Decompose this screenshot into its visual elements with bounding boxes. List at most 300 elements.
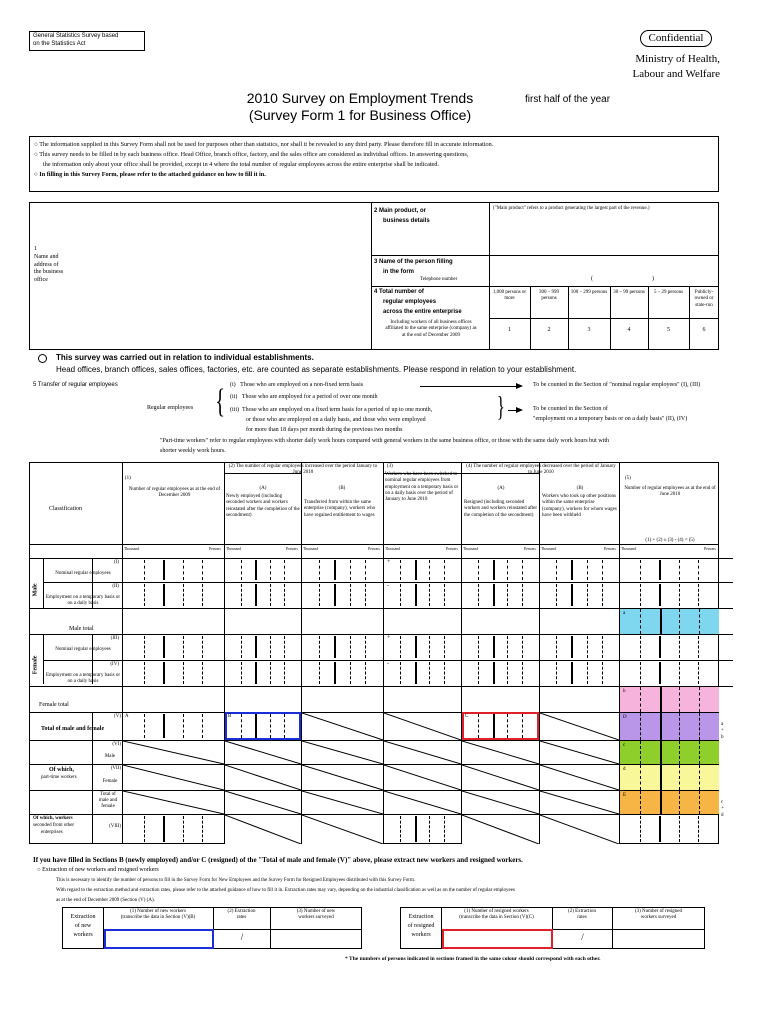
digit-separator [334,584,336,606]
title-line-2: (Survey Form 1 for Business Office) [248,107,472,123]
digit-separator [699,791,700,814]
section-line [29,608,719,609]
digit-separator [241,662,242,684]
digit-separator [284,636,285,658]
digit-field[interactable] [124,636,222,658]
digit-separator [660,687,662,712]
digit-separator [444,584,445,606]
no-entry-cell [384,741,461,764]
circle-icon: ○ [34,151,40,158]
ministry [600,52,720,82]
digit-separator [350,560,351,580]
row-num: (VIII) [109,824,121,829]
digit-separator [478,560,479,580]
no-entry-cell [540,741,619,764]
thousand-label: Thousand [303,547,318,551]
resigned-surveyed-field[interactable] [613,930,704,948]
digit-field[interactable] [124,584,222,606]
digit-field[interactable] [541,662,617,684]
cell-mark: d [623,767,626,772]
new-workers-label: Extraction of new workers [70,914,96,938]
col4b-text: Workers who took up other positions within the same enterprise (company), workers for whom wages have been withheld [542,494,617,518]
digit-separator [522,560,523,580]
cell-mark: E [623,793,627,798]
size-option-label: 100 – 299 persons [570,290,608,295]
survey-period: first half of the year [525,94,611,105]
frame-c [462,712,539,740]
size-option-code[interactable]: 4 [627,327,631,333]
ministry-line-1: Ministry of Health, [635,53,720,65]
digit-field[interactable] [541,560,617,580]
digit-separator [334,662,336,684]
no-entry-cell [225,741,301,764]
digit-separator [334,636,336,658]
frame-b [225,712,301,740]
digit-separator [183,662,184,684]
digit-field[interactable] [463,584,537,606]
digit-separator [493,636,495,658]
digit-separator [365,584,366,606]
col1-text: Number of regular employees as at the end of December 2009 [128,487,221,499]
digit-separator [571,584,573,606]
digit-field[interactable] [541,636,617,658]
extraction-line-1: This is necessary to identify the number of persons to fill in the Survey Form for New Employees and the Survey Form for Resigned Employees distributed with this Survey Form. [56,878,416,883]
sign-mark: + [387,559,391,565]
digit-separator [522,584,523,606]
cell-mark: a [623,611,626,616]
row-num: (IV) [110,662,119,667]
arrow-right-icon [516,383,523,389]
digit-separator [660,609,662,634]
notice-3: ○ In filling in this Survey Form, please refer to the attached guidance on how to fill it in. [34,171,266,178]
telephone-open: ( [591,276,593,282]
digit-separator [522,636,523,658]
digit-separator [679,687,680,712]
res-c2-header: (2) Extraction rates [568,909,596,921]
size-option-label: Publicly-owned or state-run [694,290,714,308]
digit-field[interactable] [303,636,381,658]
brace-right-icon: } [496,392,505,423]
digit-field[interactable] [124,816,222,842]
colored-total-cell[interactable] [620,713,719,740]
col1-num: (1) [125,476,131,481]
digit-separator [319,662,320,684]
male-label: Male [32,583,39,597]
resigned-rate-field[interactable]: / [581,932,584,942]
digit-field[interactable] [226,560,299,580]
digit-separator [334,560,336,580]
digit-separator [270,636,271,658]
digit-separator [587,584,588,606]
telephone-label: Telephone number [420,277,458,282]
digit-separator [478,662,479,684]
section-line [29,634,719,635]
digit-separator [507,584,508,606]
col2-head: (2) The number of regular employees increased over the period January to June 2010 [228,464,378,476]
digit-separator [400,662,401,684]
thousand-label: Thousand [463,547,478,551]
digit-separator [400,636,401,658]
digit-separator [640,791,641,814]
digit-field[interactable] [303,560,381,580]
digit-field[interactable] [124,662,222,684]
digit-separator [699,687,700,712]
viii-label: Of which, workers [33,816,73,821]
no-entry-cell [462,791,539,814]
col5-formula: (1) + (2) ± (3) - (4) = (5) [645,538,695,543]
digit-separator [556,636,557,658]
persons-label: Persons [286,547,298,551]
thousand-label: Thousand [621,547,636,551]
row-label: Male [104,754,116,759]
colored-total-cell[interactable] [620,791,719,814]
digit-separator [571,636,573,658]
digit-separator [202,560,203,580]
employment-table [29,462,724,844]
new-rate-field[interactable]: / [240,932,244,942]
colored-total-cell[interactable] [620,765,719,790]
digit-field[interactable] [463,560,537,580]
size-option-label: 30 – 99 persons [613,290,645,295]
digit-separator [319,560,320,580]
digit-separator [144,816,145,842]
digit-separator [699,765,700,790]
transfer-iii: (iii) Those who are employed on a fixed term basis for a period of up to one month, or those who are employed on a daily basis, and those who were employed for more than 18 days per month during the previous two months [230,407,433,433]
digit-separator [241,584,242,606]
col3-text: Workers who have been switched to nominal regular employees from employment on a temporary basis or on a daily basis over the period of January to June 2010 [385,472,459,502]
no-entry-cell [225,815,301,844]
statute-line-1: General Statistics Survey based [33,33,119,39]
digit-separator [241,560,242,580]
digit-separator [183,636,184,658]
digit-separator [699,609,700,634]
transfer-title: 5 Transfer of regular employees [33,382,118,388]
row-label: Total of [100,792,116,797]
size-divider [648,286,649,350]
section-line [29,686,719,687]
digit-separator [493,662,495,684]
digit-separator [400,584,401,606]
digit-separator [415,584,417,606]
viii-label: seconded from other [33,823,75,828]
digit-field[interactable] [303,662,381,684]
digit-separator [698,560,699,580]
mark-c: C [465,714,469,719]
parttime-label: part-time workers [41,775,77,780]
cell-mark: c [623,743,626,748]
digit-separator [659,816,661,842]
thousand-label: Thousand [541,547,556,551]
classification-header: Classification [49,506,82,512]
size-divider [530,286,531,350]
digit-field[interactable] [621,636,717,658]
parttime-definition: "Part-time workers" refer to regular employees with shorter daily work hours compared with general workers in the same business office, or those with the same daily work hours but with shorter weekly work hours. [160,438,610,454]
col5-num: (5) [625,476,631,481]
col3-num: (3) [387,464,393,469]
digit-field[interactable] [385,816,459,842]
colored-total-cell[interactable] [620,687,719,712]
new-c3-header: (3) Number of new workers surveyed [296,909,336,921]
size-option-code[interactable]: 2 [547,327,551,333]
thousand-label: Thousand [226,547,241,551]
colored-total-cell[interactable] [620,609,719,634]
size-option-label: 300 – 999 persons [539,290,559,302]
digit-field[interactable] [541,584,617,606]
circle-icon: ○ [34,141,40,148]
person-name-field[interactable] [492,258,716,274]
page-title [205,90,515,124]
establishment-heading: This survey was carried out in relation to individual establishments. [56,353,314,362]
no-entry-cell [123,791,224,814]
digit-separator [660,791,662,814]
no-entry-cell [462,815,539,844]
digit-separator [571,662,573,684]
title-line-1: 2010 Survey on Employment Trends [246,90,474,106]
digit-field[interactable] [226,584,299,606]
extraction-line-2: With regard to the extraction method and extraction rates, please refer to the attached guidance of how to fill it in. Extraction rates may vary, depending on the industrial classification as well as on the number of regular employees [56,888,515,893]
digit-separator [429,662,430,684]
digit-separator [202,662,203,684]
digit-field[interactable] [621,816,717,842]
digit-separator [163,714,165,738]
row-num: (II) [112,584,119,589]
male-total-label: Male total [69,626,94,632]
digit-separator [270,560,271,580]
no-entry-cell [384,791,461,814]
no-entry-cell [462,765,539,790]
digit-separator [640,816,641,842]
ministry-line-2: Labour and Welfare [632,68,720,80]
digit-separator [444,560,445,580]
row-label: Nominal regular employees [55,647,111,652]
digit-separator [270,584,271,606]
digit-separator [429,584,430,606]
new-workers-count-field[interactable] [104,929,214,949]
digit-separator [640,687,641,712]
digit-separator [429,636,430,658]
name-address-field[interactable] [80,205,368,347]
no-entry-cell [540,713,619,740]
digit-separator [679,713,680,740]
no-entry-cell [123,741,224,764]
col4a-text: Resigned (including seconded workers and workers reinstated after the completion of the secondment) [464,500,538,518]
no-entry-cell [302,791,383,814]
statute-box [29,31,145,51]
digit-field[interactable] [463,662,537,684]
digit-separator [144,662,145,684]
digit-separator [679,741,680,764]
formula-ab: a + b [721,722,724,740]
digit-separator [183,584,184,606]
digit-separator [640,713,641,740]
digit-field[interactable] [303,584,381,606]
digit-separator [183,560,184,580]
no-entry-cell [225,791,301,814]
size-option-code[interactable]: 3 [587,327,591,333]
digit-field[interactable] [226,636,299,658]
total-employees-label: 4 Total number of regular employees across the entire enterprise [374,289,462,315]
total-employees-note: Including workers of all business offices affiliated to the same enterprise (company) as at the end of December 2009 [385,320,477,338]
digit-separator [659,584,661,606]
digit-separator [255,636,257,658]
digit-field[interactable] [385,636,459,658]
to-nominal: To be counted in the Section of "nominal regular employees" (I), (III) [533,382,701,388]
viii-label: enterprises [41,830,63,835]
h-units [29,544,719,545]
cell-mark: b [623,689,626,694]
digit-separator [415,560,417,580]
digit-separator [415,662,417,684]
colored-total-cell[interactable] [620,741,719,764]
persons-label: Persons [368,547,380,551]
digit-separator [640,765,641,790]
digit-separator [183,816,184,842]
digit-separator [679,765,680,790]
digit-separator [640,741,641,764]
digit-separator [444,816,445,842]
resigned-workers-count-field[interactable] [442,929,553,949]
digit-separator [183,714,184,738]
digit-separator [202,816,203,842]
digit-separator [319,636,320,658]
digit-separator [163,636,165,658]
digit-field[interactable] [385,584,459,606]
female-total-label: Female total [39,702,69,708]
digit-separator [202,714,203,738]
digit-separator [556,662,557,684]
col4-head: (4) The number of regular employees decreased over the period of January to June 2010 [466,464,616,476]
regular-employees-label: Regular employees [147,405,194,411]
digit-separator [429,816,430,842]
name-address-label: 1 Name and address of the business office [34,246,64,284]
digit-separator [698,662,699,684]
col2a-text: Newly employed (including seconded workers and workers reinstated after the completion of the secondment) [226,494,300,518]
digit-separator [350,636,351,658]
digit-field[interactable] [226,662,299,684]
no-entry-cell [302,765,383,790]
digit-field[interactable] [124,560,222,580]
digit-separator [400,560,401,580]
digit-separator [241,636,242,658]
no-entry-cell [384,765,461,790]
digit-field[interactable] [621,560,717,580]
digit-field[interactable] [124,714,222,738]
digit-field[interactable] [385,662,459,684]
digit-separator [144,560,145,580]
col4a-tag: (A) [497,486,505,491]
no-entry-cell [302,815,383,844]
new-c2-header: (2) Extraction rates [227,909,256,921]
digit-separator [602,560,603,580]
sex-divider [43,634,44,684]
digit-separator [660,741,662,764]
digit-separator [587,560,588,580]
digit-separator [640,636,641,658]
digit-field[interactable] [463,636,537,658]
circle-icon: ○ [37,867,43,873]
extraction-sub: ○ Extraction of new workers and resigned workers [37,867,159,873]
size-option-code[interactable]: 1 [508,327,511,333]
extraction-heading: If you have filled in Sections B (newly employed) and/or C (resigned) of the "Total of male and female (V)" above, please extract new workers and resigned workers. [33,856,523,864]
no-entry-cell [540,791,619,814]
no-entry-cell [462,741,539,764]
notice-2: ○ This survey needs to be filled in by each business office. Head Office, branch office, factory, and the sales office are considered as individual offices. In answering questions, [34,151,469,158]
digit-separator [365,636,366,658]
digit-field[interactable] [621,584,717,606]
sign-mark: - [387,661,389,667]
size-divider [689,286,690,350]
notice-1: ○ The information supplied in this Survey Form shall not be used for purposes other than statistics, nor shall it be revealed to any third party. Please therefore fill in accurate information. [34,141,494,148]
digit-separator [365,662,366,684]
no-entry-cell [384,713,461,740]
digit-separator [587,662,588,684]
digit-separator [284,662,285,684]
main-product-note: ("Main product" refers to a product generating the largest part of the revenue.) [493,206,650,211]
digit-separator [255,560,257,580]
persons-label: Persons [209,547,221,551]
digit-separator [350,584,351,606]
main-product-label: 2 Main product, or business details [374,208,430,224]
digit-separator [507,662,508,684]
digit-separator [163,560,165,580]
digit-separator [698,584,699,606]
noop [29,462,30,463]
confidential-badge: Confidential [640,30,712,47]
row-label: Nominal regular employees [55,571,111,576]
digit-separator [659,560,661,580]
size-option-code[interactable]: 6 [702,327,706,333]
new-surveyed-field[interactable] [271,930,361,948]
res-c1-header: (1) Number of resigned workers (transcribe the data in Section (V)(C) [459,909,534,921]
mark-b: B [228,714,232,719]
of-which-label: Of which, [49,767,75,773]
digit-separator [522,662,523,684]
no-entry-cell [123,765,224,790]
digit-separator [255,584,257,606]
sign-mark: + [387,635,391,641]
transfer-ii: (ii) Those who are employed for a period of over one month [230,394,378,400]
row-num: (V) [114,714,121,719]
digit-separator [478,636,479,658]
extraction-line-3: as at the end of December 2009 (Section (V) (A). [56,898,155,903]
resigned-workers-label: Extraction of resigned workers [407,914,435,938]
digit-field[interactable] [385,560,459,580]
digit-separator [679,636,680,658]
digit-separator [698,636,699,658]
size-divider [568,286,569,350]
size-option-code[interactable]: 5 [667,327,670,333]
digit-field[interactable] [621,662,717,684]
digit-separator [556,584,557,606]
establishment-sub: Head offices, branch offices, sales offices, factories, etc. are counted as separate establishments. Please respond in relation to your establishment. [56,365,577,374]
establishment-radio-icon [38,354,47,363]
digit-separator [507,560,508,580]
digit-separator [144,636,145,658]
no-entry-cell [540,765,619,790]
thousand-label: Thousand [385,547,400,551]
digit-separator [202,636,203,658]
footnote: * The numbers of persons indicated in sections framed in the same colour should correspond with each other. [345,956,601,962]
row-num: (VI) [112,742,121,747]
persons-label: Persons [704,547,716,551]
digit-separator [415,636,417,658]
sex-divider [43,558,44,608]
digit-separator [478,584,479,606]
mark-a: A [125,714,129,719]
telephone-close: ) [652,276,654,282]
digit-separator [679,609,680,634]
digit-separator [284,560,285,580]
